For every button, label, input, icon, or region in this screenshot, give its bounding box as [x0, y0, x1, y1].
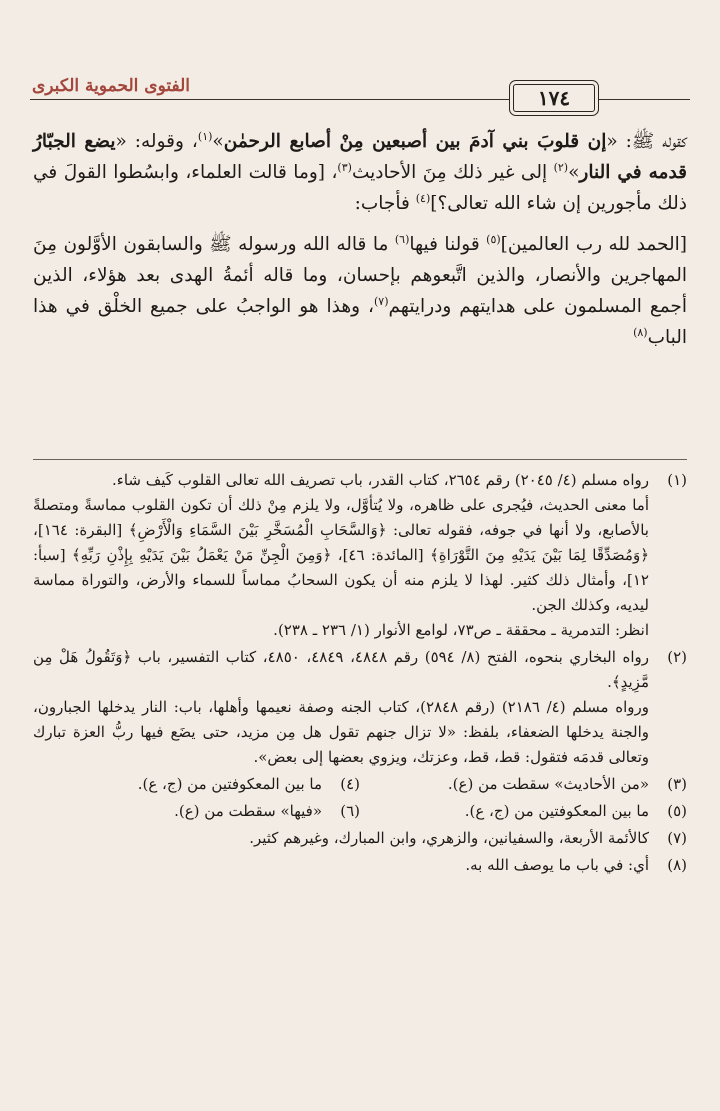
footnote-ref[interactable]: (٨) — [633, 325, 648, 339]
footnote-text: «من الأحاديث» سقطت من (ع). — [447, 775, 649, 793]
page-number: ١٧٤ — [537, 86, 571, 110]
footnote-text: كالأئمة الأربعة، والسفيانين، والزهري، وابن المبارك، وغيرهم كثير. — [249, 829, 649, 847]
quran-verse: ﴿وَمُصَدِّقًا لِمَا بَيْنَ يَدَيْهِ مِنَ التَّوْرَاةِ﴾ — [429, 546, 649, 564]
footnote-text: ما بين المعكوفتين من (ج، ع). — [464, 802, 649, 820]
footnote-separator — [33, 459, 687, 460]
text-run: فأجاب: — [354, 193, 416, 214]
paragraph-question — [33, 126, 687, 219]
text-run: ، [وما قالت العلماء، وابسُطوا القولَ في ذلك مأجورين إن شاء الله تعالى؟] — [33, 162, 687, 214]
footnote-text — [33, 493, 649, 618]
footnote-2 — [33, 645, 687, 770]
footnote-text: رواه مسلم (٤/ ٢٠٤٥) رقم ٢٦٥٤، كتاب القدر، باب تصريف الله تعالى القلوب كَيف شاء. — [112, 471, 649, 489]
verse-ref: [البقرة: ١٦٤]، — [33, 521, 129, 539]
quran-verse: ﴿وَتَقُولُ هَلْ مِن مَّزِيدٍ﴾ — [33, 648, 649, 691]
text-run: [سبأ: ١٢]، وأمثال ذلك كثير. لهذا لا يلزم منه أن يكون السحابُ مماساً للسماء والأرض، والتوراة مماسة ليديه، وكذلك الجن. — [33, 546, 649, 614]
text-run: ، وقوله: « — [115, 131, 198, 152]
footnote-3 — [360, 772, 687, 797]
footnote-text — [33, 645, 649, 695]
footnote-row — [33, 799, 687, 826]
main-text — [33, 126, 687, 353]
footnote-text: ما بين المعكوفتين من (ج، ع). — [137, 775, 322, 793]
footnote-ref[interactable]: (٦) — [394, 232, 410, 246]
text-run: رواه البخاري بنحوه، الفتح (٨/ ٥٩٤) رقم ٤٨٤٨، ٤٨٤٩، ٤٨٥٠، كتاب التفسير، باب — [131, 648, 649, 666]
footnote-body — [33, 645, 649, 770]
verse-ref: [المائدة: ٤٦]، — [331, 546, 430, 564]
text-run: ما قاله الله ورسوله ﷺ والسابقون الأوَّلون مِنَ المهاجرين والأنصار، والذين اتَّبعوهم بإحسان، وما قاله أئمةُ الهدى بعد هؤلاء، الذين أجمع المسلمون على هدايتهم ودرايتهم — [33, 234, 688, 317]
footnote-row — [33, 772, 687, 799]
footnote-number: (٢) — [667, 648, 687, 666]
footnote-6 — [33, 799, 360, 824]
footnotes — [33, 468, 687, 880]
footnote-8 — [33, 853, 687, 878]
hadith-quote: إن قلوبَ بني آدمَ بين أصبعين مِنْ أصابع الرحمٰن — [223, 131, 607, 152]
footnote-text: ورواه مسلم (٤/ ٢١٨٦) (رقم ٢٨٤٨)، كتاب الجنه وصفة نعيمها وأهلها، باب: النار يدخلها الجبارون، والجنة يدخلها الضعفاء، بلفظ: «لا تزال جنهم تقول هل مِن مزيد، حتى يضَع فيها ربُّ العزة تبارك وتعالى قدمَه فتقول: قط، قط، وعزتك، ويزوي بعضها إلى بعض». — [33, 698, 650, 766]
footnote-number: (٣) — [667, 775, 687, 793]
footnote-text: أي: في باب ما يوصف الله به. — [465, 856, 649, 874]
footnote-ref[interactable]: (٧) — [373, 294, 389, 308]
footnote-4 — [33, 772, 360, 797]
text-run: » — [568, 162, 580, 183]
page-number-frame — [513, 84, 595, 112]
footnote-number: (٥) — [667, 802, 687, 820]
footnote-number: (٨) — [667, 856, 687, 874]
text-run: أما معنى الحديث، فيُجرى على ظاهره، ولا يُتأوَّل، ولا يلزم مِنْ ذلك أن تكون القلوب مماسةً ومتصلةً بالأصابع، ولا أنها في جوفه، فقوله تعالى: — [33, 496, 649, 539]
text-run: إلى غير ذلك مِنَ الأحاديث — [351, 162, 554, 183]
footnote-ref[interactable]: (١) — [197, 129, 213, 143]
footnote-text: «فيها» سقطت من (ع). — [174, 802, 322, 820]
footnote-number: (٧) — [667, 829, 687, 847]
footnote-number: (٦) — [340, 802, 360, 820]
text-run: قولنا فيها — [409, 234, 487, 255]
footnote-ref[interactable]: (٤) — [415, 191, 431, 205]
footnote-ref[interactable]: (٢) — [553, 160, 569, 174]
paragraph-answer — [33, 229, 687, 353]
footnote-1 — [33, 468, 687, 643]
footnote-number: (١) — [667, 471, 687, 489]
footnote-7 — [33, 826, 687, 851]
footnote-5 — [360, 799, 687, 824]
text-run: كقوله ﷺ: « — [606, 131, 687, 152]
text-run: [الحمد لله رب العالمين] — [500, 234, 687, 255]
hadith-quote: يضع الجبّارُ قدمه في النار — [33, 131, 687, 183]
text-run: » — [212, 131, 224, 152]
text-run: ، وهذا هو الواجبُ على جميع الخلْق في هذا الباب — [33, 296, 687, 348]
text-run: . — [607, 673, 612, 691]
quran-verse: ﴿وَمِنَ الْجِنِّ مَنْ يَعْمَلُ بَيْنَ يَدَيْهِ بِإِذْنِ رَبِّهِ﴾ — [71, 546, 332, 564]
footnote-number: (٤) — [340, 775, 360, 793]
running-title: الفتوى الحموية الكبرى — [32, 76, 190, 96]
footnote-ref[interactable]: (٥) — [486, 232, 501, 246]
quran-verse: ﴿وَالسَّحَابِ الْمُسَخَّرِ بَيْنَ السَّمَاءِ وَالْأَرْضِ﴾ — [128, 521, 387, 539]
footnote-ref[interactable]: (٣) — [337, 160, 352, 174]
footnote-text: انظر: التدمرية ـ محققة ـ ص٧٣، لوامع الأنوار (١/ ٢٣٦ ـ ٢٣٨). — [273, 621, 649, 639]
footnote-body — [33, 468, 649, 643]
